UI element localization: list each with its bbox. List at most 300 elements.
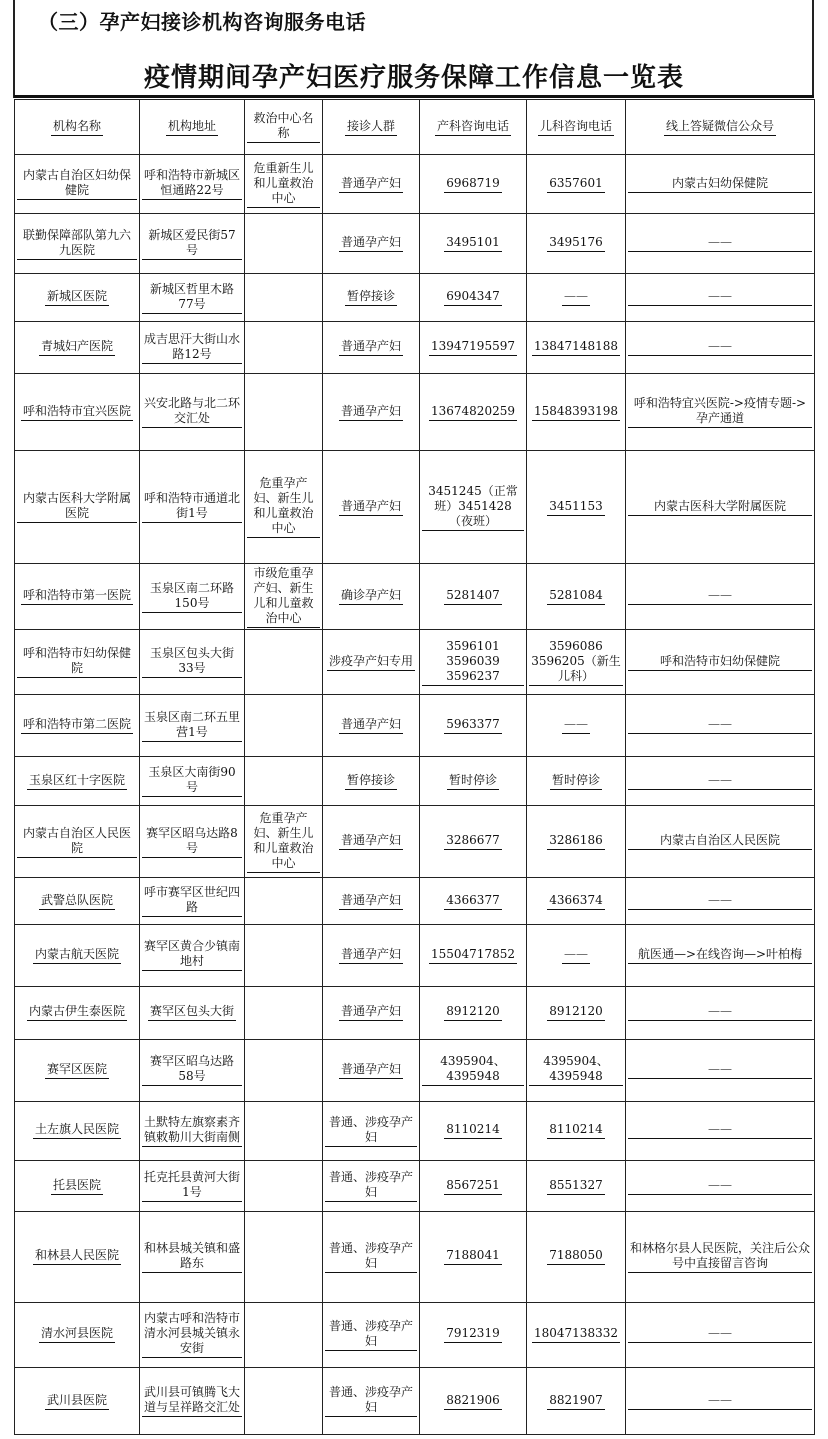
cell-text: 7188050	[547, 1248, 604, 1265]
cell-text: 普通孕产妇	[339, 1004, 403, 1021]
cell-name	[15, 322, 140, 374]
cell-text: 6357601	[547, 176, 604, 193]
table-row	[15, 1212, 815, 1302]
cell-obstetric	[420, 986, 527, 1039]
header-label: 机构地址	[166, 119, 218, 136]
cell-center	[245, 273, 323, 321]
cell-center	[245, 564, 323, 630]
header-col-address	[140, 100, 245, 155]
cell-text: ——	[628, 1326, 812, 1343]
cell-text: 呼和浩特市妇幼保健院	[628, 654, 812, 671]
cell-pediatric	[527, 878, 626, 925]
cell-obstetric	[420, 1302, 527, 1368]
table-row	[15, 629, 815, 695]
cell-text: 内蒙古自治区人民医院	[628, 833, 812, 850]
cell-address	[140, 925, 245, 987]
cell-wechat	[626, 925, 815, 987]
cell-text: 5281407	[444, 588, 501, 605]
cell-wechat	[626, 695, 815, 757]
cell-pediatric	[527, 806, 626, 878]
header-label: 产科咨询电话	[435, 119, 511, 136]
cell-group	[323, 806, 420, 878]
cell-text: 内蒙古呼和浩特市清水河县城关镇永安街	[142, 1311, 242, 1358]
header-label: 机构名称	[51, 119, 103, 136]
cell-center	[245, 629, 323, 695]
cell-text: 赛罕区黄合少镇南地村	[142, 939, 242, 971]
table-row	[15, 878, 815, 925]
cell-text: 8567251	[444, 1178, 501, 1195]
cell-text: ——	[628, 717, 812, 734]
cell-center	[245, 806, 323, 878]
cell-text: 3451245（正常班）3451428（夜班）	[422, 484, 524, 531]
cell-text: 8912120	[444, 1004, 501, 1021]
cell-text: 3495101	[444, 235, 501, 252]
cell-pediatric	[527, 1101, 626, 1160]
header-col-group	[323, 100, 420, 155]
table-row	[15, 374, 815, 451]
cell-text: ——	[628, 1393, 812, 1410]
section-heading: （三）孕产妇接诊机构咨询服务电话	[38, 10, 366, 34]
cell-group	[323, 374, 420, 451]
cell-text: 玉泉区包头大街33号	[142, 646, 242, 678]
cell-wechat	[626, 757, 815, 806]
title-rule	[14, 95, 814, 98]
cell-text: 和林县城关镇和盛路东	[142, 1241, 242, 1273]
table-row	[15, 1161, 815, 1212]
cell-text: 呼和浩特市宜兴医院	[21, 404, 133, 421]
cell-center	[245, 155, 323, 214]
document-title: 疫情期间孕产妇医疗服务保障工作信息一览表	[143, 63, 684, 93]
cell-text: 8110214	[444, 1122, 501, 1139]
cell-text: 普通、涉疫孕产妇	[325, 1319, 417, 1351]
cell-text: 成吉思汗大街山水路12号	[142, 332, 242, 364]
cell-text: 8821906	[444, 1393, 501, 1410]
cell-center	[245, 1302, 323, 1368]
cell-obstetric	[420, 1212, 527, 1302]
cell-name	[15, 878, 140, 925]
cell-obstetric	[420, 878, 527, 925]
cell-obstetric	[420, 925, 527, 987]
cell-text: 3286186	[547, 833, 604, 850]
cell-address	[140, 273, 245, 321]
cell-text: 6968719	[444, 176, 501, 193]
cell-name	[15, 1161, 140, 1212]
cell-obstetric	[420, 629, 527, 695]
cell-address	[140, 629, 245, 695]
cell-pediatric	[527, 1302, 626, 1368]
cell-wechat	[626, 878, 815, 925]
cell-text: 8912120	[547, 1004, 604, 1021]
cell-text: 8110214	[547, 1122, 604, 1139]
cell-wechat	[626, 1302, 815, 1368]
cell-group	[323, 925, 420, 987]
cell-pediatric	[527, 214, 626, 273]
cell-obstetric	[420, 374, 527, 451]
cell-text: ——	[628, 289, 812, 306]
cell-wechat	[626, 374, 815, 451]
cell-name	[15, 629, 140, 695]
header-label: 救治中心名称	[247, 111, 320, 143]
cell-address	[140, 986, 245, 1039]
cell-text: ——	[628, 1062, 812, 1079]
cell-wechat	[626, 1040, 815, 1102]
cell-center	[245, 1040, 323, 1102]
cell-text: 赛罕区昭乌达路8号	[142, 826, 242, 858]
header-col-center	[245, 100, 323, 155]
cell-obstetric	[420, 273, 527, 321]
table-row	[15, 695, 815, 757]
table-row	[15, 564, 815, 630]
cell-obstetric	[420, 1040, 527, 1102]
header-col-pediatric	[527, 100, 626, 155]
table-row	[15, 986, 815, 1039]
cell-group	[323, 1368, 420, 1435]
cell-name	[15, 155, 140, 214]
cell-text: 呼和浩特市新城区恒通路22号	[142, 168, 242, 200]
cell-text: 8551327	[547, 1178, 604, 1195]
cell-text: 3286677	[444, 833, 501, 850]
cell-obstetric	[420, 757, 527, 806]
cell-text: 普通孕产妇	[339, 404, 403, 421]
cell-text: 内蒙古自治区人民医院	[17, 826, 137, 858]
cell-text: 危重孕产妇、新生儿和儿童救治中心	[247, 811, 320, 873]
cell-text: 13947195597	[429, 339, 517, 356]
cell-text: 新城区哲里木路77号	[142, 282, 242, 314]
cell-name	[15, 1302, 140, 1368]
table-row	[15, 1040, 815, 1102]
cell-group	[323, 1040, 420, 1102]
cell-text: 内蒙古医科大学附属医院	[17, 491, 137, 523]
cell-text: 3495176	[547, 235, 604, 252]
cell-text: 玉泉区南二环五里营1号	[142, 710, 242, 742]
cell-address	[140, 878, 245, 925]
cell-wechat	[626, 322, 815, 374]
cell-group	[323, 273, 420, 321]
cell-text: 危重新生儿和儿童救治中心	[247, 161, 320, 208]
cell-text: 呼和浩特市通道北街1号	[142, 491, 242, 523]
cell-text: 青城妇产医院	[39, 339, 115, 356]
cell-wechat	[626, 1101, 815, 1160]
cell-obstetric	[420, 564, 527, 630]
cell-address	[140, 155, 245, 214]
cell-wechat	[626, 214, 815, 273]
cell-wechat	[626, 451, 815, 564]
cell-name	[15, 757, 140, 806]
cell-name	[15, 1212, 140, 1302]
cell-pediatric	[527, 564, 626, 630]
cell-group	[323, 155, 420, 214]
cell-group	[323, 451, 420, 564]
cell-text: 普通孕产妇	[339, 499, 403, 516]
cell-wechat	[626, 1368, 815, 1435]
cell-text: ——	[628, 588, 812, 605]
cell-text: ——	[628, 1178, 812, 1195]
table-body	[15, 155, 815, 1435]
cell-name	[15, 374, 140, 451]
cell-text: 普通孕产妇	[339, 893, 403, 910]
cell-name	[15, 1101, 140, 1160]
cell-text: 联勤保障部队第九六九医院	[17, 228, 137, 260]
cell-name	[15, 451, 140, 564]
table-row	[15, 451, 815, 564]
cell-group	[323, 322, 420, 374]
table-row	[15, 1368, 815, 1435]
cell-text: 赛罕区昭乌达路58号	[142, 1054, 242, 1086]
table-row	[15, 757, 815, 806]
cell-pediatric	[527, 1368, 626, 1435]
cell-address	[140, 322, 245, 374]
cell-obstetric	[420, 806, 527, 878]
cell-text: 4366377	[444, 893, 501, 910]
cell-text: 13847148188	[532, 339, 620, 356]
cell-text: 兴安北路与北二环交汇处	[142, 396, 242, 428]
cell-text: 和林格尔县人民医院，关注后公众号中直接留言咨询	[628, 1241, 812, 1273]
cell-group	[323, 1302, 420, 1368]
cell-text: 普通、涉疫孕产妇	[325, 1241, 417, 1273]
cell-group	[323, 1101, 420, 1160]
cell-text: ——	[562, 947, 590, 964]
cell-text: 赛罕区医院	[45, 1062, 109, 1079]
cell-text: 呼和浩特宜兴医院->疫情专题->孕产通道	[628, 396, 812, 428]
cell-text: 呼和浩特市妇幼保健院	[17, 646, 137, 678]
cell-address	[140, 214, 245, 273]
cell-text: 普通孕产妇	[339, 176, 403, 193]
cell-text: 市级危重孕产妇、新生儿和儿童救治中心	[247, 566, 320, 628]
cell-text: 暂时停诊	[447, 773, 499, 790]
cell-center	[245, 986, 323, 1039]
cell-text: 15504717852	[429, 947, 517, 964]
cell-wechat	[626, 806, 815, 878]
cell-address	[140, 757, 245, 806]
cell-name	[15, 986, 140, 1039]
table-row	[15, 1101, 815, 1160]
cell-text: 4395904、4395948	[422, 1054, 524, 1086]
cell-text: 3451153	[547, 499, 604, 516]
cell-pediatric	[527, 155, 626, 214]
cell-center	[245, 1212, 323, 1302]
cell-name	[15, 806, 140, 878]
cell-address	[140, 1212, 245, 1302]
cell-text: 普通孕产妇	[339, 717, 403, 734]
cell-text: 航医通—>在线咨询—>叶柏梅	[628, 947, 812, 964]
cell-center	[245, 925, 323, 987]
cell-text: ——	[562, 717, 590, 734]
cell-pediatric	[527, 1212, 626, 1302]
cell-pediatric	[527, 629, 626, 695]
cell-wechat	[626, 629, 815, 695]
cell-center	[245, 1101, 323, 1160]
table-row	[15, 214, 815, 273]
cell-address	[140, 1161, 245, 1212]
table-header-row	[15, 100, 815, 155]
table-row	[15, 322, 815, 374]
cell-name	[15, 695, 140, 757]
cell-text: 5281084	[547, 588, 604, 605]
cell-text: ——	[628, 339, 812, 356]
cell-address	[140, 1302, 245, 1368]
table-row	[15, 155, 815, 214]
cell-text: 内蒙古伊生泰医院	[27, 1004, 127, 1021]
cell-text: 暂时停诊	[550, 773, 602, 790]
cell-group	[323, 1212, 420, 1302]
cell-pediatric	[527, 986, 626, 1039]
cell-text: 普通孕产妇	[339, 339, 403, 356]
cell-text: 土左旗人民医院	[33, 1122, 121, 1139]
cell-text: 土默特左旗察素齐镇敕勒川大街南侧	[142, 1115, 242, 1147]
cell-text: 暂停接诊	[345, 773, 397, 790]
cell-text: 新城区爱民街57号	[142, 228, 242, 260]
cell-text: 普通孕产妇	[339, 235, 403, 252]
cell-obstetric	[420, 1368, 527, 1435]
cell-pediatric	[527, 374, 626, 451]
cell-group	[323, 986, 420, 1039]
cell-text: 3596101 3596039 3596237	[422, 639, 524, 686]
cell-obstetric	[420, 451, 527, 564]
cell-text: 普通孕产妇	[339, 947, 403, 964]
cell-text: 确诊孕产妇	[339, 588, 403, 605]
header-col-wechat	[626, 100, 815, 155]
cell-address	[140, 806, 245, 878]
cell-pediatric	[527, 925, 626, 987]
cell-wechat	[626, 564, 815, 630]
cell-center	[245, 1161, 323, 1212]
cell-center	[245, 451, 323, 564]
cell-text: 7188041	[444, 1248, 501, 1265]
cell-group	[323, 214, 420, 273]
table-row	[15, 273, 815, 321]
cell-address	[140, 451, 245, 564]
cell-text: 玉泉区红十字医院	[27, 773, 127, 790]
info-table	[14, 99, 815, 1435]
cell-text: ——	[628, 1122, 812, 1139]
cell-name	[15, 214, 140, 273]
cell-obstetric	[420, 1161, 527, 1212]
cell-text: ——	[562, 289, 590, 306]
cell-obstetric	[420, 1101, 527, 1160]
cell-center	[245, 322, 323, 374]
cell-pediatric	[527, 273, 626, 321]
cell-pediatric	[527, 1161, 626, 1212]
table-row	[15, 1302, 815, 1368]
cell-name	[15, 925, 140, 987]
table-row	[15, 925, 815, 987]
cell-name	[15, 1040, 140, 1102]
cell-group	[323, 1161, 420, 1212]
cell-pediatric	[527, 322, 626, 374]
cell-wechat	[626, 1161, 815, 1212]
cell-text: 普通孕产妇	[339, 833, 403, 850]
cell-name	[15, 564, 140, 630]
cell-text: 暂停接诊	[345, 289, 397, 306]
cell-text: 武川县可镇腾飞大道与呈祥路交汇处	[142, 1385, 242, 1417]
cell-text: 内蒙古航天医院	[33, 947, 121, 964]
header-col-obstetric	[420, 100, 527, 155]
cell-text: 普通、涉疫孕产妇	[325, 1170, 417, 1202]
cell-address	[140, 1101, 245, 1160]
cell-text: 普通孕产妇	[339, 1062, 403, 1079]
cell-text: 6904347	[444, 289, 501, 306]
cell-address	[140, 1368, 245, 1435]
cell-text: 涉疫孕产妇专用	[327, 654, 415, 671]
cell-obstetric	[420, 214, 527, 273]
cell-address	[140, 374, 245, 451]
cell-wechat	[626, 273, 815, 321]
cell-obstetric	[420, 322, 527, 374]
cell-text: 7912319	[444, 1326, 501, 1343]
cell-text: ——	[628, 235, 812, 252]
cell-pediatric	[527, 451, 626, 564]
table-row	[15, 806, 815, 878]
cell-pediatric	[527, 695, 626, 757]
cell-center	[245, 695, 323, 757]
cell-text: 呼市赛罕区世纪四路	[142, 885, 242, 917]
cell-text: 普通、涉疫孕产妇	[325, 1115, 417, 1147]
cell-center	[245, 878, 323, 925]
cell-text: 13674820259	[429, 404, 517, 421]
cell-group	[323, 629, 420, 695]
cell-text: 玉泉区南二环路150号	[142, 581, 242, 613]
cell-group	[323, 564, 420, 630]
cell-text: 15848393198	[532, 404, 620, 421]
cell-text: 托县医院	[51, 1178, 103, 1195]
cell-text: 玉泉区大南街90号	[142, 765, 242, 797]
cell-wechat	[626, 1212, 815, 1302]
header-col-name	[15, 100, 140, 155]
cell-group	[323, 695, 420, 757]
cell-text: 赛罕区包头大街	[148, 1004, 236, 1021]
cell-center	[245, 757, 323, 806]
cell-obstetric	[420, 695, 527, 757]
cell-text: 呼和浩特市第二医院	[21, 717, 133, 734]
cell-wechat	[626, 155, 815, 214]
cell-wechat	[626, 986, 815, 1039]
cell-text: 18047138332	[532, 1326, 620, 1343]
cell-text: 和林县人民医院	[33, 1248, 121, 1265]
cell-text: 5963377	[444, 717, 501, 734]
header-label: 儿科咨询电话	[538, 119, 614, 136]
header-label: 接诊人群	[345, 119, 397, 136]
cell-text: 4395904、4395948	[529, 1054, 623, 1086]
cell-text: 内蒙古医科大学附属医院	[628, 499, 812, 516]
header-label: 线上答疑微信公众号	[664, 119, 776, 136]
cell-text: 新城区医院	[45, 289, 109, 306]
cell-text: 3596086 3596205（新生儿科）	[529, 639, 623, 686]
cell-center	[245, 374, 323, 451]
cell-center	[245, 214, 323, 273]
cell-pediatric	[527, 757, 626, 806]
cell-address	[140, 1040, 245, 1102]
cell-center	[245, 1368, 323, 1435]
cell-group	[323, 757, 420, 806]
cell-text: 武警总队医院	[39, 893, 115, 910]
cell-text: 武川县医院	[45, 1393, 109, 1410]
cell-text: 呼和浩特市第一医院	[21, 588, 133, 605]
cell-text: 清水河县医院	[39, 1326, 115, 1343]
cell-text: ——	[628, 893, 812, 910]
cell-text: 4366374	[547, 893, 604, 910]
cell-text: ——	[628, 1004, 812, 1021]
cell-text: 内蒙古妇幼保健院	[628, 176, 812, 193]
cell-address	[140, 564, 245, 630]
cell-name	[15, 273, 140, 321]
cell-text: 托克托县黄河大街1号	[142, 1170, 242, 1202]
cell-pediatric	[527, 1040, 626, 1102]
cell-address	[140, 695, 245, 757]
cell-text: ——	[628, 773, 812, 790]
cell-text: 危重孕产妇、新生儿和儿童救治中心	[247, 476, 320, 538]
cell-text: 内蒙古自治区妇幼保健院	[17, 168, 137, 200]
cell-obstetric	[420, 155, 527, 214]
